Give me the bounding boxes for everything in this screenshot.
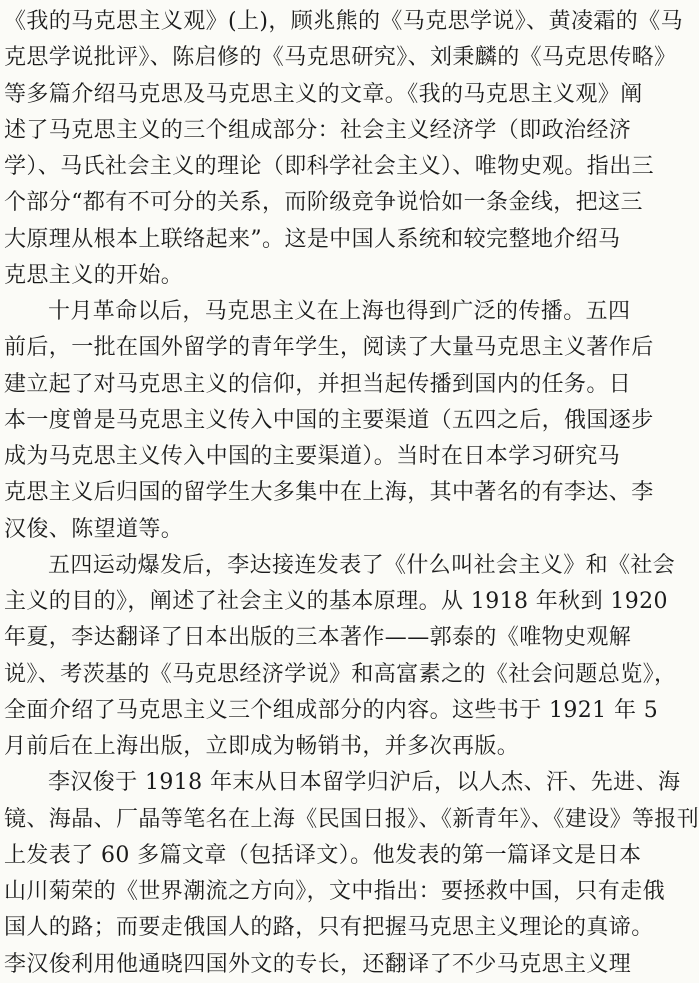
text-line: 个部分“都有不可分的关系，而阶级竞争说恰如一条金线，把这三 — [4, 190, 643, 216]
text-line: 李汉俊于 1918 年末从日本留学归沪后，以人杰、汗、先进、海 — [48, 770, 681, 796]
paragraph-1 — [4, 4, 683, 294]
text-line: 上发表了 60 多篇文章（包括译文）。他发表的第一篇译文是日本 — [4, 842, 642, 868]
text-line: 等多篇介绍马克思及马克思主义的文章。《我的马克思主义观》阐 — [4, 81, 643, 107]
text-line: 克思主义后归国的留学生大多集中在上海，其中著名的有李达、李 — [4, 480, 654, 506]
paragraph-4 — [4, 765, 699, 983]
text-line: 山川菊荣的《世界潮流之方向》，文中指出：要拯救中国，只有走俄 — [4, 879, 666, 904]
text-line: 十月革命以后，马克思主义在上海也得到广泛的传播。五四 — [48, 299, 631, 324]
text-line: 汉俊、陈望道等。 — [4, 516, 184, 542]
text-line: 说》、考茨基的《马克思经济学说》和高富素之的《社会问题总览》， — [4, 661, 677, 687]
text-line: 国人的路；而要走俄国人的路，只有把握马克思主义理论的真谛。 — [4, 915, 654, 941]
text-line: 全面介绍了马克思主义三个组成部分的内容。这些书于 1921 年 5 — [4, 697, 659, 723]
text-line: 克思主义的开始。 — [4, 262, 184, 288]
text-line: 学）、马氏社会主义的理论（即科学社会主义）、唯物史观。指出三 — [4, 154, 655, 179]
text-line: 五四运动爆发后，李达接连发表了《什么叫社会主义》和《社会 — [48, 552, 676, 578]
text-line: 成为马克思主义传入中国的主要渠道）。当时在日本学习研究马 — [4, 444, 621, 469]
text-line: 《我的马克思主义观》(上)，顾兆熊的《马克思学说》、黄凌霜的《马 — [4, 9, 683, 34]
text-line: 述了马克思主义的三个组成部分：社会主义经济学（即政治经济 — [4, 117, 632, 143]
text-line: 建立起了对马克思主义的信仰，并担当起传播到国内的任务。日 — [4, 371, 632, 397]
text-line: 大原理从根本上联络起来”。这是中国人系统和较完整地介绍马 — [4, 226, 621, 252]
paragraph-3 — [4, 548, 677, 766]
text-line: 镜、海晶、厂晶等笔名在上海《民国日报》、《新青年》、《建设》等报刊 — [4, 806, 699, 832]
document-page — [4, 4, 699, 983]
text-line: 前后，一批在国外留学的青年学生，阅读了大量马克思主义著作后 — [4, 335, 654, 361]
paragraph-2 — [4, 294, 654, 548]
text-line: 李汉俊利用他通晓四国外文的专长，还翻译了不少马克思主义理 — [4, 951, 632, 977]
text-line: 克思学说批评》、陈启修的《马克思研究》、刘秉麟的《马克思传略》 — [4, 45, 677, 71]
text-line: 主义的目的》，阐述了社会主义的基本原理。从 1918 年秋到 1920 — [4, 589, 668, 614]
text-line: 本一度曾是马克思主义传入中国的主要渠道（五四之后，俄国逐步 — [4, 407, 654, 433]
text-line: 年夏，李达翻译了日本出版的三本著作——郭泰的《唯物史观解 — [4, 625, 632, 651]
text-line: 月前后在上海出版，立即成为畅销书，并多次再版。 — [4, 734, 520, 759]
